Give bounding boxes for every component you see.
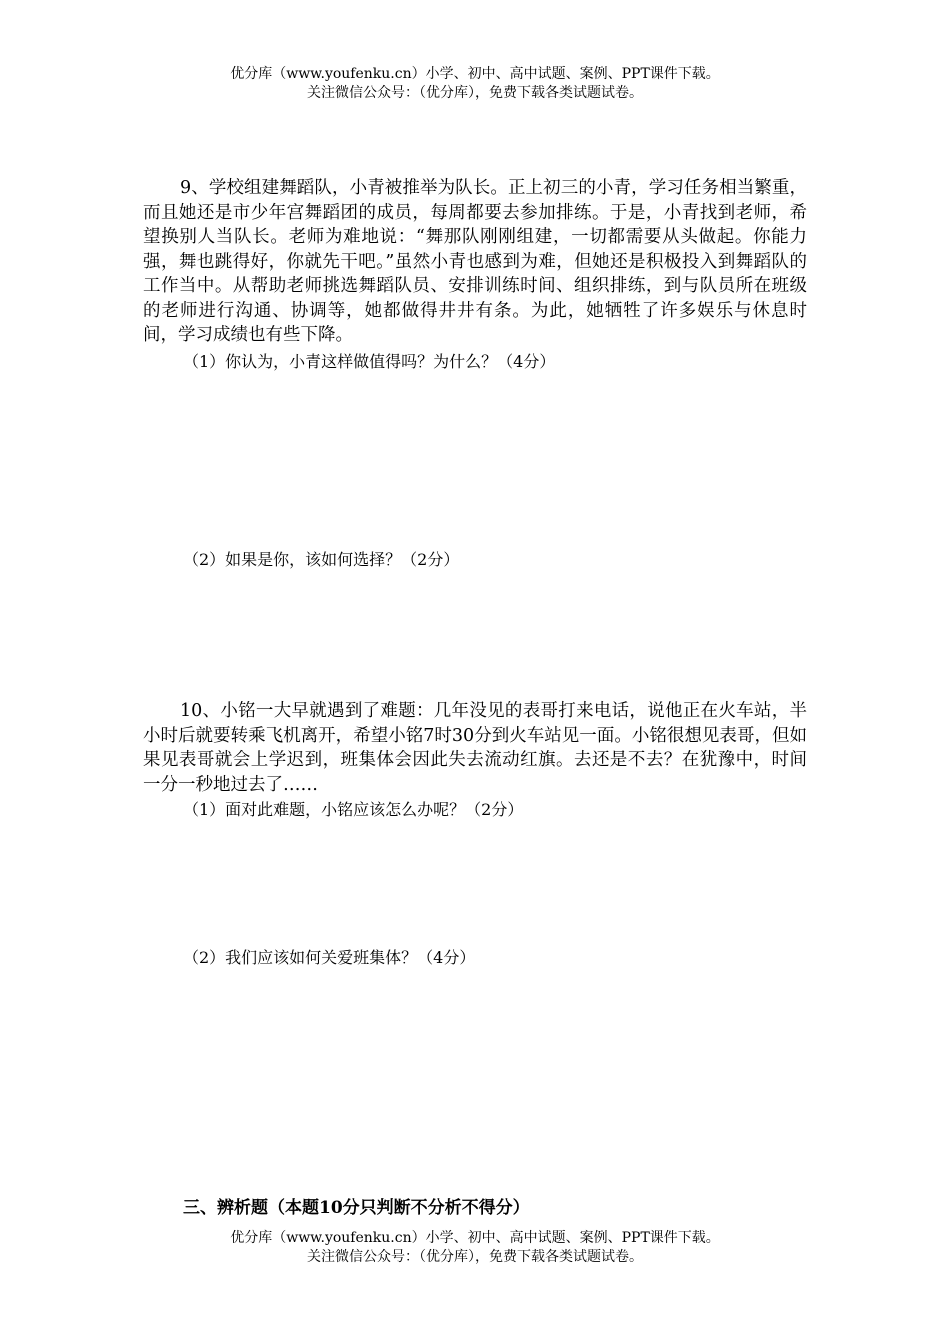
- question-9-sub-1: （1）你认为，小青这样做值得吗？为什么？（4分）: [183, 352, 556, 371]
- header-line-1: 优分库（www.youfenku.cn）小学、初中、高中试题、案例、PPT课件下载。: [230, 66, 720, 82]
- footer-line-1: 优分库（www.youfenku.cn）小学、初中、高中试题、案例、PPT课件下载。: [230, 1230, 720, 1246]
- question-9-sub-2: （2）如果是你，该如何选择？（2分）: [183, 550, 460, 569]
- footer-line-2: 关注微信公众号：（优分库），免费下载各类试题试卷。: [307, 1249, 643, 1265]
- page-footer: [0, 1229, 950, 1267]
- page-header: [0, 65, 950, 103]
- question-10-sub-2: （2）我们应该如何关爱班集体？（4分）: [183, 948, 476, 967]
- question-9-text: 9、学校组建舞蹈队，小青被推举为队长。正上初三的小青，学习任务相当繁重，而且她还是市少年宫舞蹈团的成员，每周都要去参加排练。于是，小青找到老师，希望换别人当队长。老师为难地说：“舞那队刚刚组建，一切都需要从头做起。你能力强，舞也跳得好，你就先干吧。”虽然小青也感到为难，但她还是积极投入到舞蹈队的工作当中。从帮助老师挑选舞蹈队员、安排训练时间、组织排练，到与队员所在班级的老师进行沟通、协调等，她都做得井井有条。为此，她牺牲了许多娱乐与休息时间，学习成绩也有些下降。: [143, 178, 807, 345]
- question-10-sub-1: （1）面对此难题，小铭应该怎么办呢？（2分）: [183, 800, 524, 819]
- question-10-text: 10、小铭一大早就遇到了难题：几年没见的表哥打来电话，说他正在火车站，半小时后就要转乘飞机离开，希望小铭7时30分到火车站见一面。小铭很想见表哥，但如果见表哥就会上学迟到，班集体会因此失去流动红旗。去还是不去？在犹豫中，时间一分一秒地过去了……: [143, 701, 807, 795]
- header-line-2: 关注微信公众号：（优分库），免费下载各类试题试卷。: [307, 85, 643, 101]
- section-3-title: 三、辨析题（本题10分只判断不分析不得分）: [183, 1198, 530, 1218]
